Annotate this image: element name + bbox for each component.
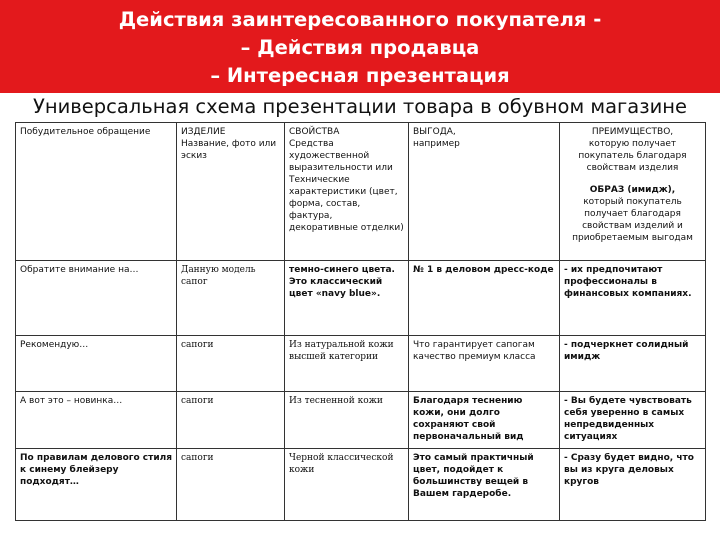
header-item	[177, 123, 285, 261]
table-row	[16, 392, 706, 449]
row-benefit: № 1 в деловом дресс-коде	[409, 261, 560, 336]
row-advantage: - Сразу будет видно, что вы из круга деловых кругов	[560, 449, 706, 521]
row-appeal: По правилам делового стиля к синему блейзеру подходят…	[16, 449, 177, 521]
header-benefit-title: ВЫГОДА,	[413, 127, 456, 137]
subtitle: Универсальная схема презентации товара в обувном магазине	[32, 95, 688, 118]
header-image-title: ОБРАЗ (имидж),	[589, 185, 676, 195]
header-appeal-label: Побудительное обращение	[20, 127, 151, 137]
row-advantage: - подчеркнет солидный имидж	[560, 336, 706, 392]
row-benefit: Благодаря теснению кожи, они долго сохраняют свой первоначальный вид	[409, 392, 560, 449]
header-item-desc: Название, фото или эскиз	[181, 139, 277, 161]
table-row	[16, 336, 706, 392]
header-benefit	[409, 123, 560, 261]
title-banner	[0, 0, 720, 93]
header-properties	[285, 123, 409, 261]
header-advantage-desc: которую получает покупатель благодаря свойствам изделия	[578, 139, 687, 173]
row-appeal: А вот это – новинка…	[16, 392, 177, 449]
row-benefit: Что гарантирует сапогам качество премиум класса	[409, 336, 560, 392]
title-line-2: – Действия продавца	[240, 36, 480, 59]
header-benefit-desc: например	[413, 139, 460, 149]
title-line-1: Действия заинтересованного покупателя -	[118, 8, 602, 31]
header-item-title: ИЗДЕЛИЕ	[181, 127, 226, 137]
row-properties: Черной классической кожи	[285, 449, 409, 521]
presentation-table	[15, 122, 706, 521]
row-advantage: - их предпочитают профессионалы в финансовых компаниях.	[560, 261, 706, 336]
row-benefit: Это самый практичный цвет, подойдет к большинству вещей в Вашем гардеробе.	[409, 449, 560, 521]
header-properties-title: СВОЙСТВА	[289, 127, 340, 137]
row-properties: Из натуральной кожи высшей категории	[285, 336, 409, 392]
row-item: сапоги	[177, 392, 285, 449]
header-appeal	[16, 123, 177, 261]
title-line-3: – Интересная презентация	[210, 64, 510, 87]
row-appeal: Обратите внимание на…	[16, 261, 177, 336]
header-image-desc: который покупатель получает благодаря свойствам изделий и приобретаемым выгодам	[572, 197, 693, 243]
header-advantage-title: ПРЕИМУЩЕСТВО,	[591, 127, 674, 137]
table-row	[16, 261, 706, 336]
table-header-row	[16, 123, 706, 261]
row-advantage: - Вы будете чувствовать себя уверенно в самых непредвиденных ситуациях	[560, 392, 706, 449]
table-row	[16, 449, 706, 521]
row-properties: Из тесненной кожи	[285, 392, 409, 449]
row-item: сапоги	[177, 449, 285, 521]
row-properties: темно-синего цвета. Это классический цвет «navy blue».	[285, 261, 409, 336]
header-advantage	[560, 123, 706, 261]
row-item: сапоги	[177, 336, 285, 392]
row-appeal: Рекомендую…	[16, 336, 177, 392]
header-properties-desc: Средства художественной выразительности или Технические характеристики (цвет, форма, состав, фактура, декоративные отделки)	[289, 139, 404, 233]
row-item: Данную модель сапог	[177, 261, 285, 336]
